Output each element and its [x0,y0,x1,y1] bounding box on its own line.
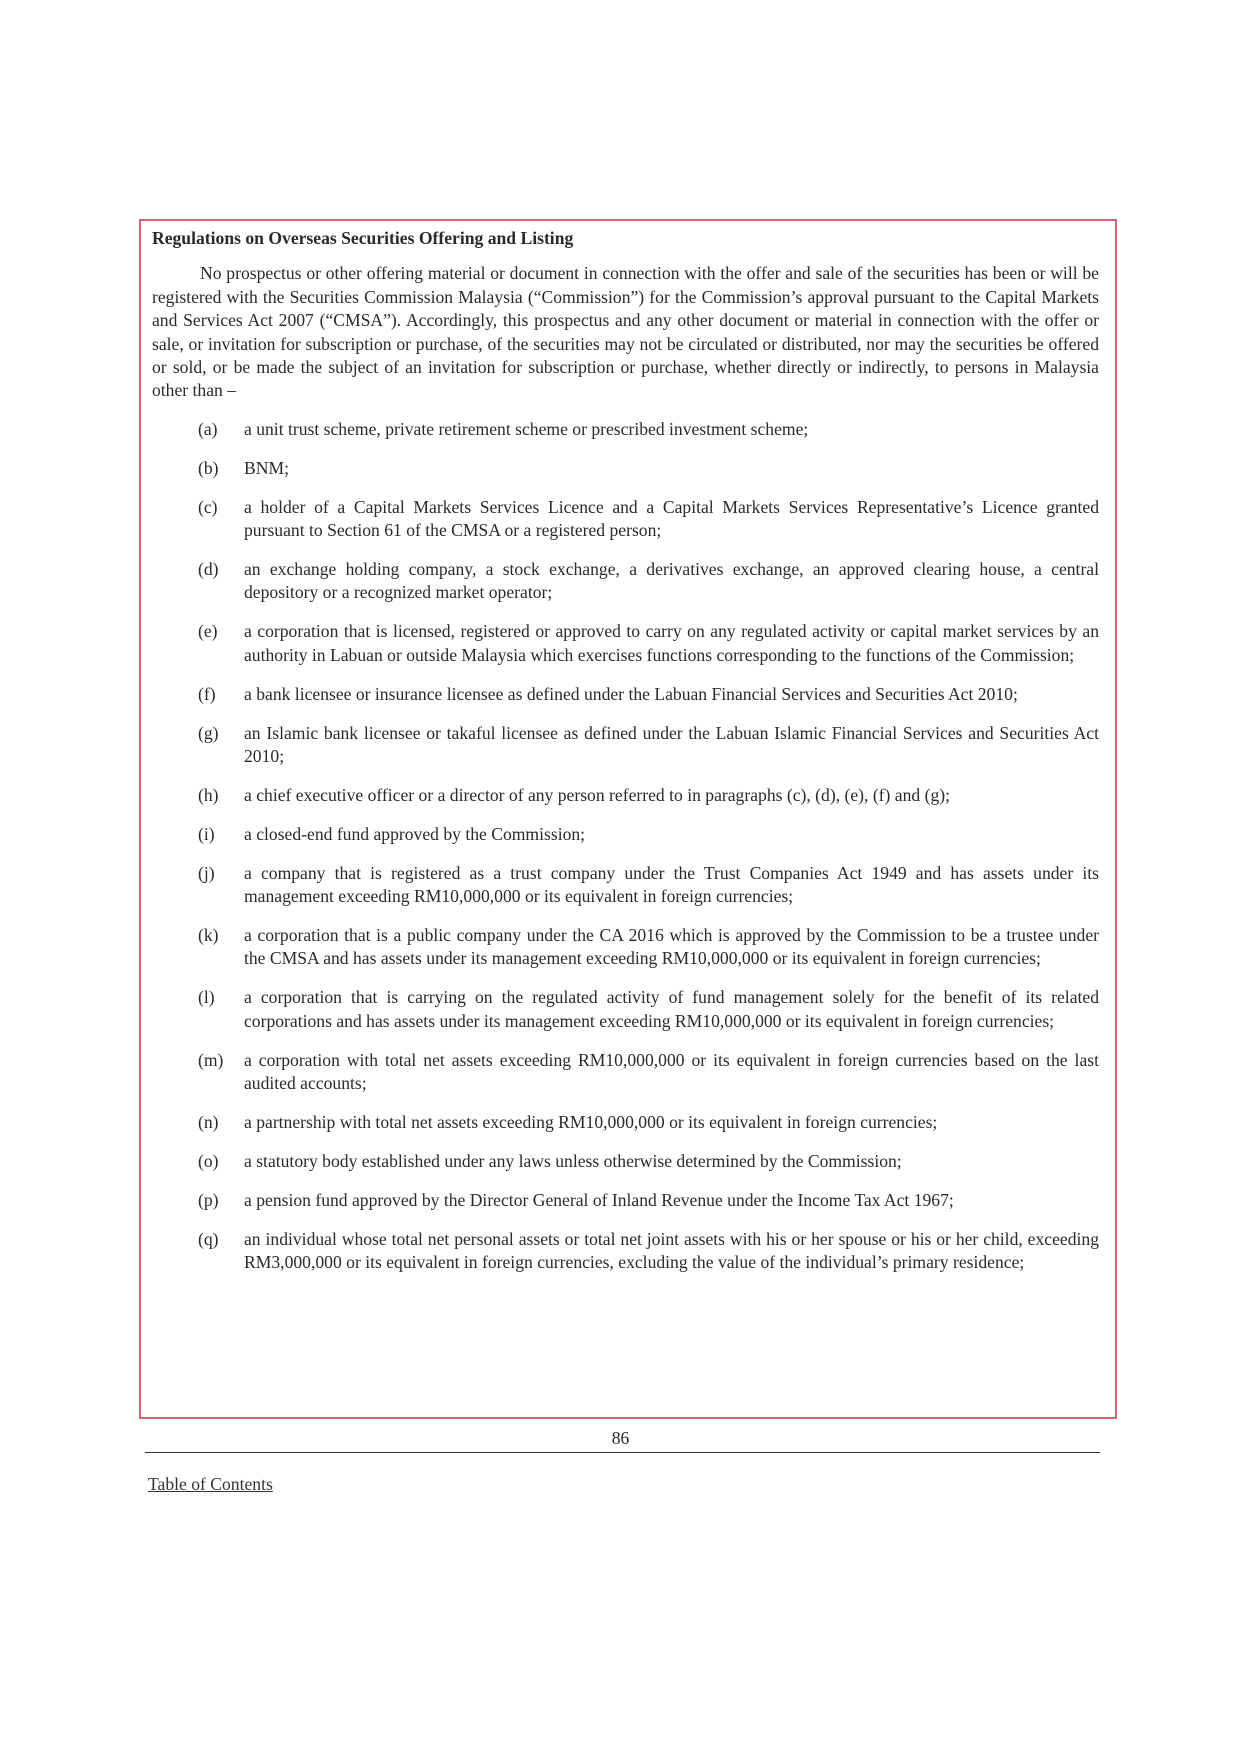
list-item-text: a pension fund approved by the Director General of Inland Revenue under the Income Tax Act 1967; [244,1189,954,1210]
list-item-label: (k) [198,924,219,945]
list-item-label: (f) [198,683,216,704]
list-item [152,823,1099,846]
list-item [152,418,1099,441]
list-item-label: (p) [198,1189,219,1210]
list-item-label: (m) [198,1049,224,1070]
list-item [152,784,1099,807]
list-item-text: a bank licensee or insurance licensee as defined under the Labuan Financial Services and Securities Act 2010; [244,683,1018,704]
list-item-label: (e) [198,621,218,642]
list-item [152,558,1099,605]
table-of-contents-link[interactable]: Table of Contents [148,1474,273,1494]
list-item [152,1049,1099,1096]
list-item-label: (h) [198,784,219,805]
list-item-label: (n) [198,1111,219,1132]
eligible-persons-list [152,418,1099,1275]
list-item-label: (b) [198,457,219,478]
section-heading: Regulations on Overseas Securities Offering and Listing [152,228,574,248]
list-item-label: (a) [198,418,218,439]
list-item-text: a unit trust scheme, private retirement scheme or prescribed investment scheme; [244,418,809,439]
list-item-text: a corporation that is carrying on the regulated activity of fund management solely for the benefit of its related corporations and has assets under its management exceeding RM10,000,000 or its equivalent in foreign currencies; [244,987,1099,1031]
list-item [152,1150,1099,1173]
list-item-text: a company that is registered as a trust company under the Trust Companies Act 1949 and has assets under its management exceeding RM10,000,000 or its equivalent in foreign currencies; [244,862,1099,907]
list-item [152,862,1099,909]
list-item [152,1111,1099,1134]
list-item-text: a partnership with total net assets exceeding RM10,000,000 or its equivalent in foreign currencies; [244,1111,938,1132]
list-item-label: (d) [198,558,219,579]
list-item-text: a corporation that is licensed, registered or approved to carry on any regulated activity or capital market services by an authority in Labuan or outside Malaysia which exercises functions corresponding to the functions of the Commission; [244,621,1099,665]
regulations-section [152,227,1099,1290]
list-item-label: (q) [198,1228,219,1249]
list-item-text: a statutory body established under any laws unless otherwise determined by the Commission; [244,1150,902,1171]
list-item-text: a holder of a Capital Markets Services Licence and a Capital Markets Services Representative’s Licence granted pursuant to Section 61 of the CMSA or a registered person; [244,496,1099,541]
list-item-label: (c) [198,496,218,517]
list-item-text: BNM; [244,457,289,478]
list-item-text: a corporation with total net assets exceeding RM10,000,000 or its equivalent in foreign currencies based on the last audited accounts; [244,1049,1099,1093]
list-item [152,496,1099,543]
list-item [152,457,1099,480]
list-item-label: (j) [198,862,215,883]
list-item-text: an Islamic bank licensee or takaful licensee as defined under the Labuan Islamic Financial Services and Securities Act 2010; [244,722,1099,766]
list-item-label: (g) [198,722,219,743]
list-item [152,722,1099,769]
list-item-label: (l) [198,987,215,1008]
list-item-label: (i) [198,823,215,844]
list-item [152,1228,1099,1275]
list-item [152,924,1099,971]
list-item-text: a chief executive officer or a director of any person referred to in paragraphs (c), (d), (e), (f) and (g); [244,784,950,805]
list-item [152,683,1099,706]
list-item-text: an individual whose total net personal assets or total net joint assets with his or her spouse or his or her child, exceeding RM3,000,000 or its equivalent in foreign currencies, excluding the value of the individual’s primary residence; [244,1228,1099,1272]
list-item-label: (o) [198,1150,219,1171]
list-item-text: a closed-end fund approved by the Commission; [244,823,586,844]
list-item [152,986,1099,1033]
page-number: 86 [611,1428,630,1448]
list-item [152,620,1099,667]
list-item-text: an exchange holding company, a stock exchange, a derivatives exchange, an approved clearing house, a central depository or a recognized market operator; [244,558,1099,603]
intro-paragraph: No prospectus or other offering material or document in connection with the offer and sale of the securities has been or will be registered with the Securities Commission Malaysia (“Commission”) for the Commission’s approval pursuant to the Capital Markets and Services Act 2007 (“CMSA”). Accordingly, this prospectus and any other document or material in connection with the offer or sale, or invitation for subscription or purchase, of the securities may not be circulated or distributed, nor may the securities be offered or sold, or be made the subject of an invitation for subscription or purchase, whether directly or indirectly, to persons in Malaysia other than – [152,263,1099,401]
list-item [152,1189,1099,1212]
footer-divider [145,1452,1100,1453]
list-item-text: a corporation that is a public company under the CA 2016 which is approved by the Commission to be a trustee under the CMSA and has assets under its management exceeding RM10,000,000 or its equivalent in foreign currencies; [244,924,1099,969]
